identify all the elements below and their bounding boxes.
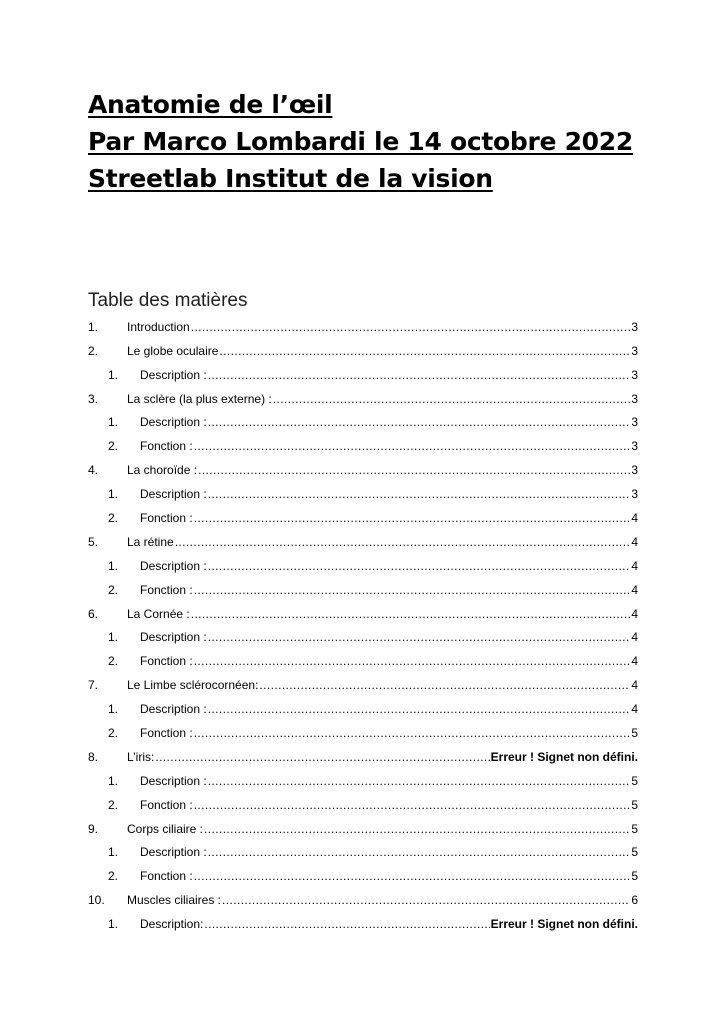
title-line-1: Anatomie de l’œil: [88, 90, 333, 119]
toc-leader-dots: [194, 798, 631, 812]
toc-leader-dots: [222, 893, 630, 907]
toc-entry-number: 1.: [108, 487, 119, 502]
toc-entry-label: Fonction :: [140, 726, 193, 741]
toc-leader-dots: [191, 320, 631, 334]
toc-entry-number: 2.: [88, 343, 99, 358]
toc-leader-dots: [194, 583, 631, 597]
toc-subentry[interactable]: [88, 648, 638, 672]
toc-entry-page: 5: [631, 869, 638, 884]
toc-leader-dots: [204, 917, 489, 931]
toc-leader-dots: [208, 415, 631, 429]
toc-entry-label: Fonction :: [140, 654, 193, 669]
toc-subentry[interactable]: [88, 863, 638, 887]
toc-entry-label: La rétine: [127, 534, 174, 549]
toc-entry-label: Description :: [140, 415, 207, 430]
toc-entry-label: La Cornée :: [127, 606, 190, 621]
toc-entry-number: 1.: [108, 845, 119, 860]
toc-subentry[interactable]: [88, 553, 638, 577]
toc-entry-label: Description :: [140, 773, 207, 788]
toc-leader-dots: [198, 463, 630, 477]
toc-entry-page: 4: [631, 534, 638, 549]
toc-entry-label: Introduction: [127, 319, 190, 334]
toc-entry-page: 6: [631, 893, 638, 908]
toc-leader-dots: [155, 750, 489, 764]
toc-entry-label: Fonction :: [140, 797, 193, 812]
title-line-2: Par Marco Lombardi le 14 octobre 2022: [88, 127, 633, 156]
toc-entry-page: 4: [631, 606, 638, 621]
toc-leader-dots: [219, 344, 630, 358]
toc-entry-label: Description :: [140, 845, 207, 860]
toc-subentry[interactable]: [88, 768, 638, 792]
toc-leader-dots: [191, 607, 631, 621]
toc-subentry[interactable]: [88, 505, 638, 529]
toc-leader-dots: [194, 654, 631, 668]
toc-leader-dots: [208, 774, 631, 788]
toc-subentry[interactable]: [88, 577, 638, 601]
toc-leader-dots: [175, 535, 631, 549]
toc-entry-label: Fonction :: [140, 511, 193, 526]
toc-entry-number: 7.: [88, 678, 99, 693]
toc-entry-number: 5.: [88, 534, 99, 549]
toc-entry[interactable]: [88, 529, 638, 553]
toc-entry-number: 6.: [88, 606, 99, 621]
toc-entry-page: 3: [631, 391, 638, 406]
toc-entry-label: Fonction :: [140, 439, 193, 454]
toc-entry[interactable]: [88, 601, 638, 625]
toc-entry-page: 5: [631, 821, 638, 836]
toc-entry-number: 1.: [108, 773, 119, 788]
toc-entry-page: 3: [631, 463, 638, 478]
toc-leader-dots: [204, 822, 630, 836]
toc-entry-number: 2.: [108, 869, 119, 884]
toc-entry-label: La choroïde :: [127, 463, 198, 478]
table-of-contents: [88, 314, 638, 935]
toc-subentry[interactable]: [88, 625, 638, 649]
toc-leader-dots: [194, 511, 631, 525]
toc-entry-label: Corps ciliaire :: [127, 821, 204, 836]
toc-entry-page: 4: [631, 702, 638, 717]
toc-entry-label: Fonction :: [140, 869, 193, 884]
toc-entry-label: Muscles ciliaires :: [127, 893, 222, 908]
toc-entry-page: 3: [631, 319, 638, 334]
toc-subentry[interactable]: [88, 481, 638, 505]
toc-entry-number: 9.: [88, 821, 99, 836]
toc-entry-label: Le globe oculaire: [127, 343, 219, 358]
toc-entry-page: 3: [631, 343, 638, 358]
toc-entry-page: 5: [631, 726, 638, 741]
toc-entry-number: 1.: [88, 319, 99, 334]
toc-entry[interactable]: [88, 338, 638, 362]
toc-subentry[interactable]: [88, 696, 638, 720]
toc-entry[interactable]: [88, 816, 638, 840]
toc-entry-page: 3: [631, 367, 638, 382]
toc-entry-number: 2.: [108, 797, 119, 812]
toc-entry-page: 4: [631, 630, 638, 645]
toc-entry-number: 1.: [108, 702, 119, 717]
toc-subentry[interactable]: [88, 840, 638, 864]
toc-entry-number: 1.: [108, 630, 119, 645]
toc-entry-number: 1.: [108, 367, 119, 382]
toc-entry-number: 3.: [88, 391, 99, 406]
toc-subentry[interactable]: [88, 792, 638, 816]
toc-entry-number: 2.: [108, 582, 119, 597]
toc-subentry[interactable]: [88, 720, 638, 744]
toc-entry-number: 1.: [108, 917, 119, 932]
toc-leader-dots: [208, 702, 631, 716]
toc-entry-number: 1.: [108, 558, 119, 573]
toc-leader-dots: [259, 678, 630, 692]
toc-leader-dots: [273, 392, 631, 406]
toc-entry-page: 4: [631, 678, 638, 693]
toc-entry-page: 3: [631, 415, 638, 430]
toc-entry-number: 2.: [108, 726, 119, 741]
toc-leader-dots: [194, 726, 631, 740]
toc-leader-dots: [208, 630, 631, 644]
toc-entry[interactable]: [88, 887, 638, 911]
toc-entry-page: 3: [631, 487, 638, 502]
toc-entry-number: 2.: [108, 654, 119, 669]
toc-entry-label: La sclère (la plus externe) :: [127, 391, 272, 406]
toc-entry[interactable]: [88, 672, 638, 696]
toc-entry-number: 2.: [108, 511, 119, 526]
toc-heading: Table des matières: [88, 290, 248, 311]
toc-entry-page-error: Erreur ! Signet non défini.: [490, 749, 638, 764]
toc-entry-number: 8.: [88, 749, 99, 764]
toc-entry-number: 2.: [108, 439, 119, 454]
toc-subentry[interactable]: [88, 362, 638, 386]
toc-entry-page: 4: [631, 558, 638, 573]
toc-leader-dots: [194, 869, 631, 883]
toc-subentry[interactable]: [88, 410, 638, 434]
toc-leader-dots: [208, 487, 631, 501]
document-title: [88, 86, 633, 197]
title-line-3: Streetlab Institut de la vision: [88, 164, 493, 193]
toc-entry[interactable]: [88, 314, 638, 338]
toc-entry-label: L’iris:: [127, 749, 155, 764]
toc-entry-label: Le Limbe sclérocornéen:: [127, 678, 259, 693]
toc-entry-page: 5: [631, 797, 638, 812]
toc-entry-number: 4.: [88, 463, 99, 478]
toc-entry-label: Description :: [140, 558, 207, 573]
toc-leader-dots: [208, 368, 631, 382]
toc-entry-label: Description:: [140, 917, 204, 932]
toc-leader-dots: [194, 439, 631, 453]
toc-entry[interactable]: [88, 744, 638, 768]
toc-entry-page: 3: [631, 439, 638, 454]
toc-entry-label: Description :: [140, 367, 207, 382]
toc-entry-page: 4: [631, 582, 638, 597]
toc-entry-label: Fonction :: [140, 582, 193, 597]
toc-entry-page: 4: [631, 511, 638, 526]
toc-entry-label: Description :: [140, 487, 207, 502]
toc-subentry[interactable]: [88, 433, 638, 457]
toc-entry-page: 5: [631, 773, 638, 788]
toc-entry-page: 5: [631, 845, 638, 860]
toc-entry[interactable]: [88, 386, 638, 410]
toc-entry-page-error: Erreur ! Signet non défini.: [490, 917, 638, 932]
toc-entry-page: 4: [631, 654, 638, 669]
toc-entry-label: Description :: [140, 630, 207, 645]
toc-entry[interactable]: [88, 457, 638, 481]
toc-entry-label: Description :: [140, 702, 207, 717]
toc-entry-number: 1.: [108, 415, 119, 430]
toc-leader-dots: [208, 845, 631, 859]
toc-leader-dots: [208, 559, 631, 573]
toc-subentry[interactable]: [88, 911, 638, 935]
toc-entry-number: 10.: [88, 893, 105, 908]
